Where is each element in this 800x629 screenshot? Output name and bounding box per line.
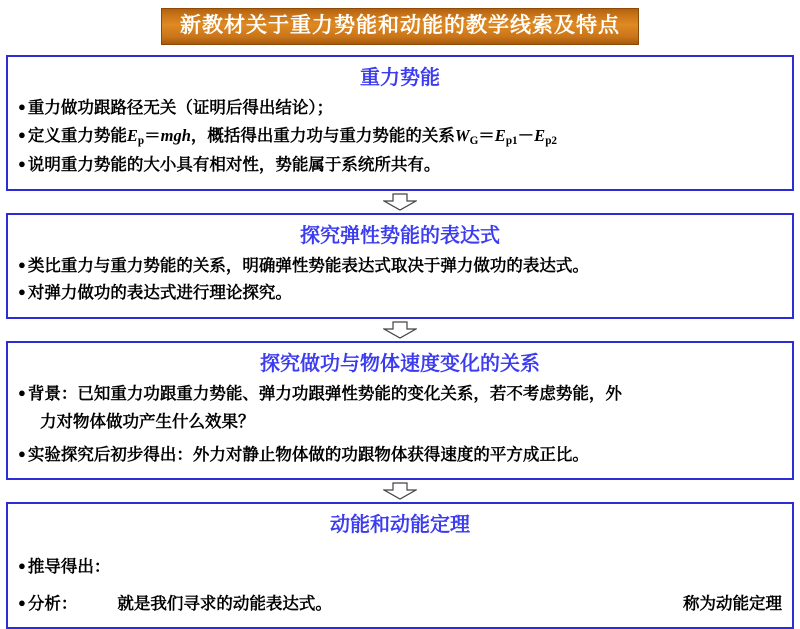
box-heading-4: 动能和动能定理	[330, 514, 470, 537]
bullet-dot-icon: ●	[18, 126, 26, 142]
bullet-item	[18, 555, 782, 580]
page-title: 新教材关于重力势能和动能的教学线索及特点	[161, 8, 639, 45]
arrow-down-icon	[383, 321, 417, 339]
bullet-item	[18, 96, 782, 121]
bullet-text: 推导得出：	[27, 558, 111, 577]
bullet-text: 类比重力与重力势能的关系，明确弹性势能表达式取决于弹力做功的表达式。	[27, 256, 589, 275]
arrow-down-icon	[383, 482, 417, 500]
arrow-connector-1	[0, 191, 800, 213]
box-heading-2: 探究弹性势能的表达式	[300, 224, 500, 247]
bullet-dot-icon: ●	[18, 256, 26, 272]
bullet-text-continuation: 力对物体做功产生什么效果？	[40, 412, 255, 431]
bullet-item	[18, 281, 782, 306]
bullet-item-formula	[18, 124, 782, 150]
title-container	[0, 0, 800, 45]
bullet-text: 实验探究后初步得出：外力对静止物体做的功跟物体获得速度的平方成正比。	[27, 445, 589, 464]
formula-middle: ，概括得出重力功与重力势能的关系	[190, 126, 455, 145]
bullet-item-analysis	[18, 592, 782, 617]
bullet-dot-icon: ●	[18, 155, 26, 171]
bullet-dot-icon: ●	[18, 99, 26, 115]
arrow-down-icon	[383, 193, 417, 211]
section-box-work-velocity-relation	[6, 341, 794, 480]
arrow-connector-2	[0, 319, 800, 341]
bullet-text: 背景：已知重力功跟重力势能、弹力功跟弹性势能的变化关系，若不考虑势能，外	[27, 385, 622, 404]
bullet-text: 重力做功跟路径无关（证明后得出结论）；	[27, 99, 334, 118]
bullet-item	[18, 254, 782, 279]
bullet-dot-icon: ●	[18, 595, 26, 611]
bullet-text: 对弹力做功的表达式进行理论探究。	[27, 284, 292, 303]
bullet-dot-icon: ●	[18, 445, 26, 461]
formula-prefix: 定义重力势能	[27, 126, 127, 145]
section-box-kinetic-energy-theorem	[6, 502, 794, 629]
bullet-dot-icon: ●	[18, 558, 26, 574]
formula-wg: $W_G=E_{p1}-E_{p2}$	[454, 125, 558, 148]
bullet-dot-icon: ●	[18, 385, 26, 401]
bullet-dot-icon: ●	[18, 284, 26, 300]
bullet-text-formula-row	[28, 124, 782, 150]
bullet-item	[18, 443, 782, 468]
formula-ep: $E_p=mgh$	[126, 125, 191, 148]
bullet-item	[18, 153, 782, 178]
kinetic-energy-theorem-note: 称为动能定理	[683, 595, 782, 614]
arrow-connector-3	[0, 480, 800, 502]
analysis-extra-text: 就是我们寻求的动能表达式。	[117, 595, 332, 614]
section-box-gravitational-potential-energy	[6, 55, 794, 190]
box-heading-3: 探究做功与物体速度变化的关系	[260, 353, 540, 376]
section-box-elastic-potential-energy	[6, 213, 794, 320]
bullet-text: 分析：	[27, 595, 78, 614]
bullet-item	[18, 382, 782, 407]
bullet-text: 说明重力势能的大小具有相对性，势能属于系统所共有。	[27, 155, 441, 174]
box-heading-1: 重力势能	[360, 67, 440, 90]
